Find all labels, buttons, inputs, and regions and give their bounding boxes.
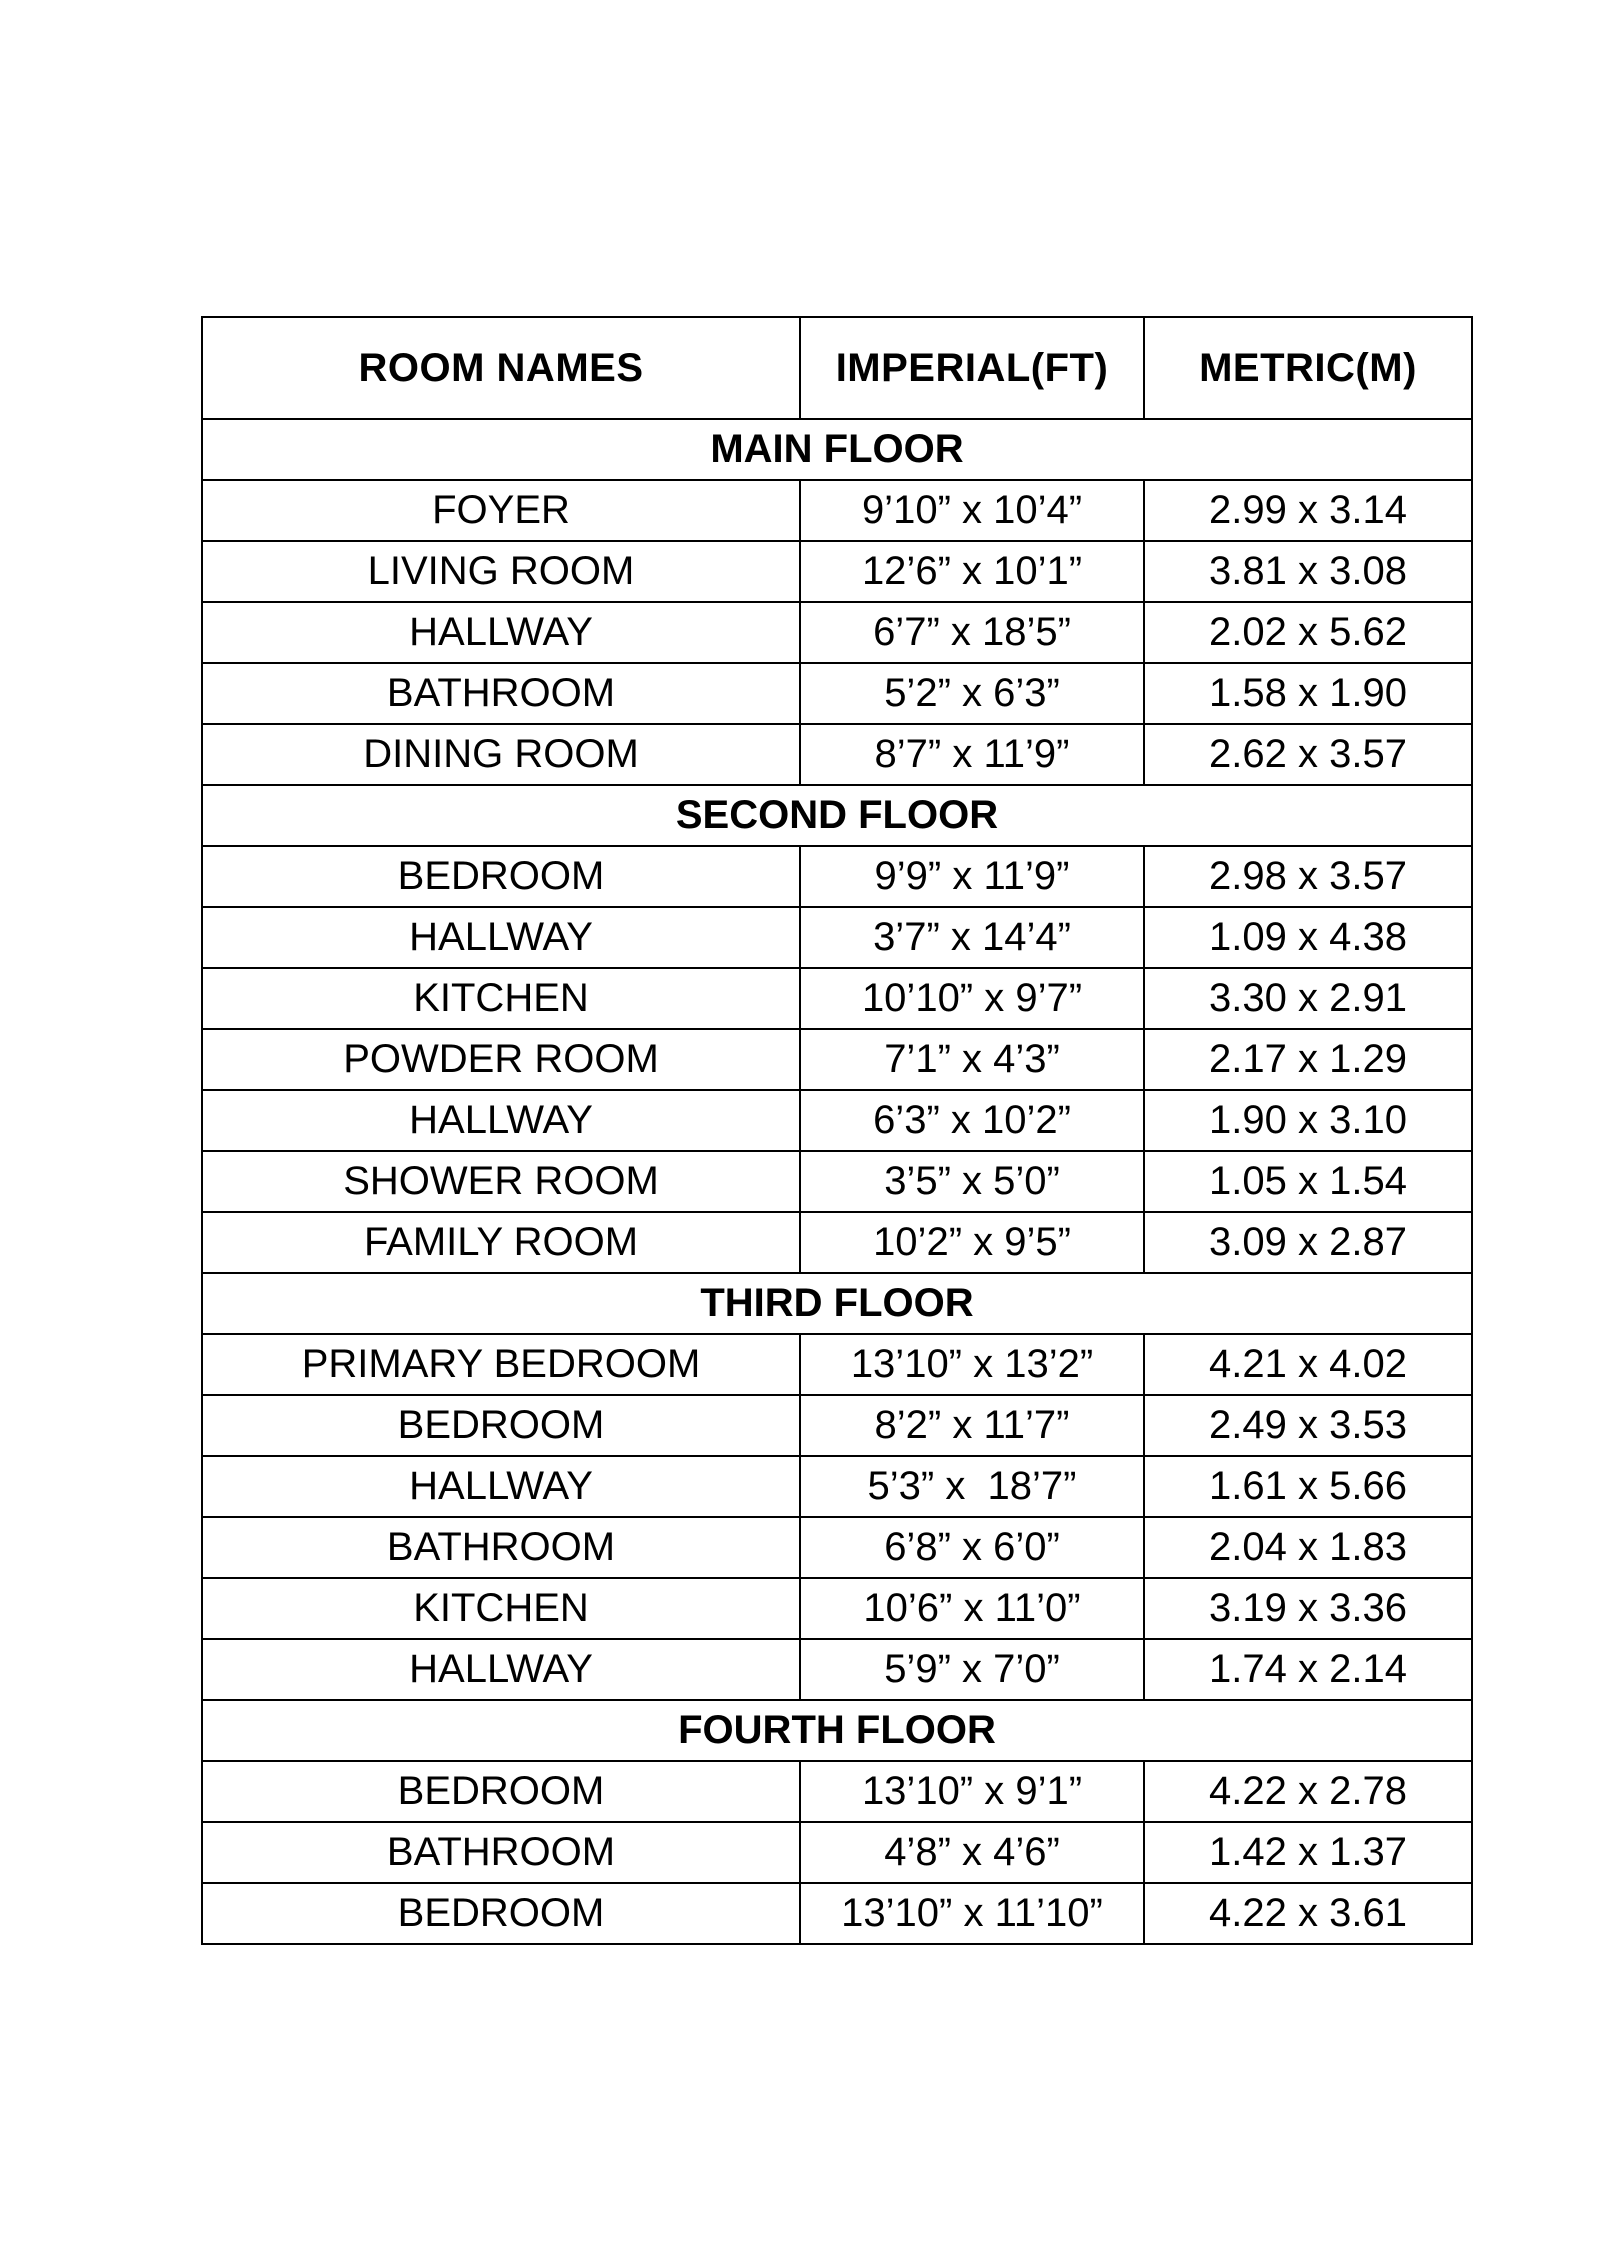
imperial-cell: 10’2” x 9’5” bbox=[800, 1212, 1144, 1273]
table-row bbox=[202, 663, 1472, 724]
table-row bbox=[202, 1029, 1472, 1090]
metric-cell: 4.22 x 3.61 bbox=[1144, 1883, 1472, 1944]
metric-cell: 2.17 x 1.29 bbox=[1144, 1029, 1472, 1090]
room-name-cell: PRIMARY BEDROOM bbox=[202, 1334, 800, 1395]
room-name-cell: HALLWAY bbox=[202, 1456, 800, 1517]
imperial-cell: 5’3” x 18’7” bbox=[800, 1456, 1144, 1517]
header-room-names: ROOM NAMES bbox=[202, 317, 800, 419]
imperial-cell: 9’10” x 10’4” bbox=[800, 480, 1144, 541]
imperial-cell: 9’9” x 11’9” bbox=[800, 846, 1144, 907]
room-name-cell: HALLWAY bbox=[202, 1090, 800, 1151]
table-row bbox=[202, 1212, 1472, 1273]
metric-cell: 1.74 x 2.14 bbox=[1144, 1639, 1472, 1700]
room-name-cell: BEDROOM bbox=[202, 846, 800, 907]
table-row bbox=[202, 1639, 1472, 1700]
section-title: SECOND FLOOR bbox=[202, 785, 1472, 846]
room-name-cell: KITCHEN bbox=[202, 1578, 800, 1639]
room-name-cell: BEDROOM bbox=[202, 1883, 800, 1944]
imperial-cell: 4’8” x 4’6” bbox=[800, 1822, 1144, 1883]
metric-cell: 4.22 x 2.78 bbox=[1144, 1761, 1472, 1822]
imperial-cell: 8’7” x 11’9” bbox=[800, 724, 1144, 785]
section-header-row bbox=[202, 419, 1472, 480]
imperial-cell: 8’2” x 11’7” bbox=[800, 1395, 1144, 1456]
table-row bbox=[202, 1395, 1472, 1456]
metric-cell: 2.04 x 1.83 bbox=[1144, 1517, 1472, 1578]
metric-cell: 2.99 x 3.14 bbox=[1144, 480, 1472, 541]
metric-cell: 1.90 x 3.10 bbox=[1144, 1090, 1472, 1151]
metric-cell: 1.09 x 4.38 bbox=[1144, 907, 1472, 968]
metric-cell: 1.61 x 5.66 bbox=[1144, 1456, 1472, 1517]
metric-cell: 2.98 x 3.57 bbox=[1144, 846, 1472, 907]
imperial-cell: 6’7” x 18’5” bbox=[800, 602, 1144, 663]
table-row bbox=[202, 1456, 1472, 1517]
metric-cell: 2.02 x 5.62 bbox=[1144, 602, 1472, 663]
table-row bbox=[202, 480, 1472, 541]
table-row bbox=[202, 1578, 1472, 1639]
header-metric: METRIC(M) bbox=[1144, 317, 1472, 419]
room-name-cell: POWDER ROOM bbox=[202, 1029, 800, 1090]
table-row bbox=[202, 968, 1472, 1029]
metric-cell: 2.62 x 3.57 bbox=[1144, 724, 1472, 785]
room-name-cell: HALLWAY bbox=[202, 602, 800, 663]
table-row bbox=[202, 541, 1472, 602]
room-name-cell: KITCHEN bbox=[202, 968, 800, 1029]
metric-cell: 1.58 x 1.90 bbox=[1144, 663, 1472, 724]
room-name-cell: FOYER bbox=[202, 480, 800, 541]
metric-cell: 3.09 x 2.87 bbox=[1144, 1212, 1472, 1273]
room-name-cell: SHOWER ROOM bbox=[202, 1151, 800, 1212]
metric-cell: 1.05 x 1.54 bbox=[1144, 1151, 1472, 1212]
table-row bbox=[202, 1090, 1472, 1151]
metric-cell: 2.49 x 3.53 bbox=[1144, 1395, 1472, 1456]
imperial-cell: 5’9” x 7’0” bbox=[800, 1639, 1144, 1700]
imperial-cell: 6’8” x 6’0” bbox=[800, 1517, 1144, 1578]
room-name-cell: FAMILY ROOM bbox=[202, 1212, 800, 1273]
section-header-row bbox=[202, 1700, 1472, 1761]
table-row bbox=[202, 1883, 1472, 1944]
room-name-cell: BEDROOM bbox=[202, 1395, 800, 1456]
room-name-cell: HALLWAY bbox=[202, 1639, 800, 1700]
table-row bbox=[202, 1822, 1472, 1883]
imperial-cell: 13’10” x 9’1” bbox=[800, 1761, 1144, 1822]
imperial-cell: 10’6” x 11’0” bbox=[800, 1578, 1144, 1639]
table-row bbox=[202, 1334, 1472, 1395]
table-row bbox=[202, 907, 1472, 968]
imperial-cell: 7’1” x 4’3” bbox=[800, 1029, 1144, 1090]
imperial-cell: 5’2” x 6’3” bbox=[800, 663, 1144, 724]
metric-cell: 1.42 x 1.37 bbox=[1144, 1822, 1472, 1883]
section-title: MAIN FLOOR bbox=[202, 419, 1472, 480]
imperial-cell: 13’10” x 11’10” bbox=[800, 1883, 1144, 1944]
imperial-cell: 10’10” x 9’7” bbox=[800, 968, 1144, 1029]
imperial-cell: 13’10” x 13’2” bbox=[800, 1334, 1144, 1395]
header-imperial: IMPERIAL(FT) bbox=[800, 317, 1144, 419]
section-header-row bbox=[202, 1273, 1472, 1334]
section-header-row bbox=[202, 785, 1472, 846]
table-row bbox=[202, 602, 1472, 663]
section-title: THIRD FLOOR bbox=[202, 1273, 1472, 1334]
table-body bbox=[202, 419, 1472, 1944]
room-name-cell: BATHROOM bbox=[202, 663, 800, 724]
room-dimensions-table bbox=[201, 316, 1473, 1945]
table-row bbox=[202, 724, 1472, 785]
metric-cell: 3.30 x 2.91 bbox=[1144, 968, 1472, 1029]
room-name-cell: LIVING ROOM bbox=[202, 541, 800, 602]
header-row bbox=[202, 317, 1472, 419]
imperial-cell: 6’3” x 10’2” bbox=[800, 1090, 1144, 1151]
imperial-cell: 3’7” x 14’4” bbox=[800, 907, 1144, 968]
imperial-cell: 3’5” x 5’0” bbox=[800, 1151, 1144, 1212]
imperial-cell: 12’6” x 10’1” bbox=[800, 541, 1144, 602]
room-name-cell: DINING ROOM bbox=[202, 724, 800, 785]
table-row bbox=[202, 1517, 1472, 1578]
table-row bbox=[202, 846, 1472, 907]
metric-cell: 4.21 x 4.02 bbox=[1144, 1334, 1472, 1395]
section-title: FOURTH FLOOR bbox=[202, 1700, 1472, 1761]
table-row bbox=[202, 1761, 1472, 1822]
room-name-cell: BEDROOM bbox=[202, 1761, 800, 1822]
metric-cell: 3.81 x 3.08 bbox=[1144, 541, 1472, 602]
room-name-cell: BATHROOM bbox=[202, 1517, 800, 1578]
metric-cell: 3.19 x 3.36 bbox=[1144, 1578, 1472, 1639]
room-name-cell: HALLWAY bbox=[202, 907, 800, 968]
table-row bbox=[202, 1151, 1472, 1212]
room-name-cell: BATHROOM bbox=[202, 1822, 800, 1883]
